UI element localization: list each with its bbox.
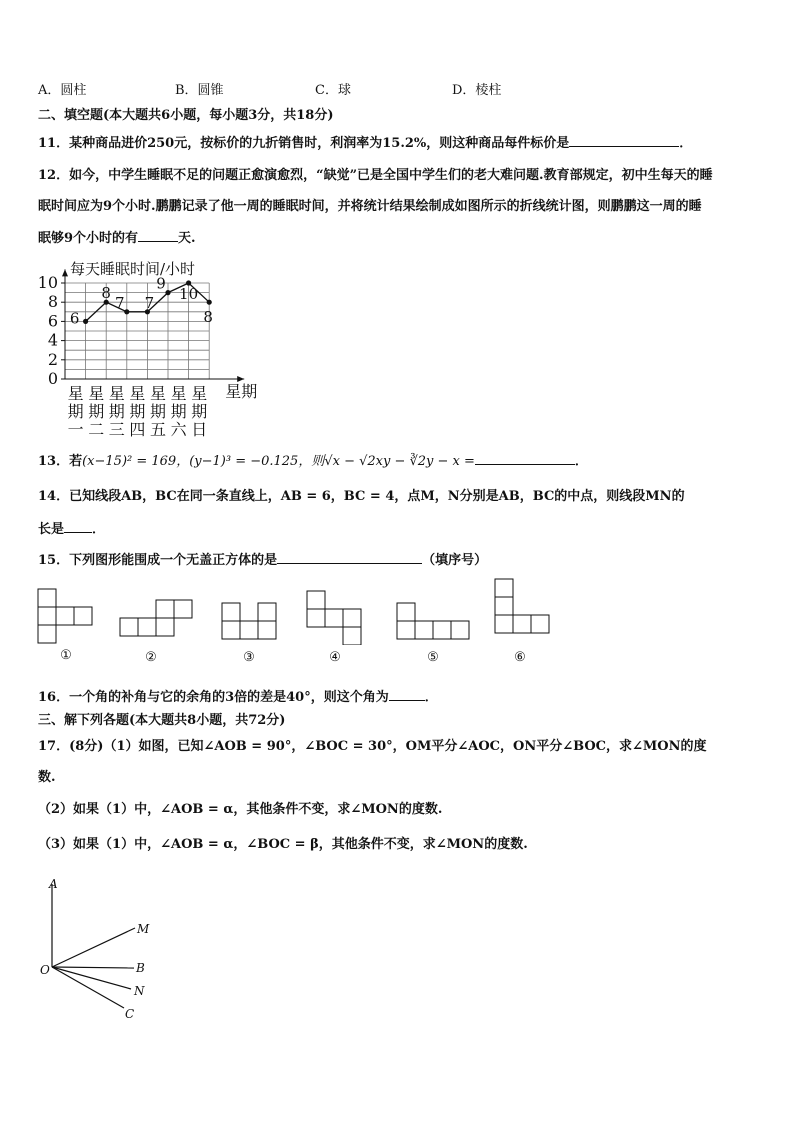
net-label-1: ① bbox=[60, 648, 72, 663]
net-label-4: ④ bbox=[329, 650, 341, 665]
section3-title: 三、解下列各题(本大题共8小题，共72分) bbox=[38, 713, 286, 728]
y-tick-label: 6 bbox=[47, 311, 58, 331]
q16 bbox=[38, 688, 438, 707]
data-point bbox=[207, 300, 212, 305]
q14-line2 bbox=[38, 520, 105, 539]
label-n: N bbox=[134, 984, 145, 998]
q14-end: ． bbox=[92, 522, 106, 537]
q11-blank bbox=[569, 134, 679, 147]
q11-end: ． bbox=[679, 136, 693, 151]
x-tick-label: 期 bbox=[191, 402, 208, 421]
label-b: B bbox=[136, 961, 145, 975]
x-tick-label: 期 bbox=[108, 402, 125, 421]
q13-blank bbox=[475, 452, 575, 465]
data-label: 8 bbox=[203, 308, 213, 327]
q14-text1: 已知线段AB，BC在同一条直线上，AB = 6，BC = 4，点M，N分别是AB，BC的中点，则线段MN的 bbox=[69, 489, 685, 504]
q11 bbox=[38, 134, 692, 153]
x-tick-label: 星 bbox=[170, 384, 187, 403]
cube-net-4 bbox=[307, 591, 361, 645]
x-tick-label: 期 bbox=[129, 402, 146, 421]
x-tick-label: 五 bbox=[149, 420, 167, 439]
section2-title: 二、填空题(本大题共6小题，每小题3分，共18分) bbox=[38, 108, 334, 123]
q12-number: 12． bbox=[38, 168, 70, 183]
q12-line3 bbox=[38, 229, 196, 248]
y-tick-label: 0 bbox=[47, 369, 58, 388]
q11-text: 某种商品进价250元，按标价的九折销售时，利润率为15.2%，则这种商品每件标价是 bbox=[69, 136, 570, 151]
x-tick-label: 星 bbox=[149, 384, 167, 403]
data-label: 7 bbox=[115, 293, 125, 312]
q14-text2: 长是 bbox=[38, 522, 65, 537]
x-tick-label: 星 bbox=[88, 384, 105, 403]
option-c: C．球 bbox=[315, 83, 351, 98]
q17-line1 bbox=[38, 738, 707, 756]
x-tick-label: 日 bbox=[191, 420, 208, 439]
net-label-5: ⑤ bbox=[427, 650, 439, 665]
y-axis-arrow bbox=[62, 269, 68, 276]
cube-net-2 bbox=[120, 600, 192, 636]
data-point bbox=[165, 290, 170, 295]
data-label: 6 bbox=[69, 309, 80, 328]
y-tick-label: 4 bbox=[47, 330, 58, 350]
cube-net-5 bbox=[397, 603, 469, 639]
q12-line1 bbox=[38, 167, 713, 185]
q15-end: （填序号） bbox=[422, 553, 488, 568]
x-tick-label: 六 bbox=[170, 420, 187, 439]
q15-text: 下列图形能围成一个无盖正方体的是 bbox=[69, 553, 278, 568]
q12-text1: 如今，中学生睡眠不足的问题正愈演愈烈，“缺觉”已是全国中学生们的老大难问题.教育部规定，初中生每天的睡 bbox=[69, 168, 713, 183]
net-label-2: ② bbox=[145, 650, 157, 665]
q13-end: ． bbox=[574, 454, 588, 469]
q15-number: 15． bbox=[38, 553, 70, 568]
q15-blank bbox=[277, 551, 422, 564]
option-b: B．圆锥 bbox=[175, 83, 224, 98]
q16-number: 16． bbox=[38, 690, 70, 705]
net-label-6: ⑥ bbox=[514, 650, 526, 665]
q17-text1: (8分)（1）如图，已知∠AOB = 90°，∠BOC = 30°，OM平分∠AOC，ON平分∠BOC，求∠MON的度 bbox=[69, 739, 707, 754]
x-tick-label: 四 bbox=[129, 420, 146, 439]
option-a: A．圆柱 bbox=[38, 83, 87, 98]
y-tick-label: 2 bbox=[47, 349, 58, 369]
q17-line3: （3）如果（1）中，∠AOB = α，∠BOC = β，其他条件不变，求∠MON的度数. bbox=[38, 837, 528, 852]
q16-text: 一个角的补角与它的余角的3倍的差是40°，则这个角为 bbox=[69, 690, 389, 705]
x-tick-label: 期 bbox=[170, 402, 187, 421]
label-a: A bbox=[49, 877, 58, 891]
q13-text: 若 bbox=[69, 454, 83, 469]
q15 bbox=[38, 551, 487, 570]
q13-number: 13． bbox=[38, 454, 70, 469]
data-label: 10 bbox=[179, 285, 199, 303]
x-tick-label: 星 bbox=[191, 384, 208, 403]
x-tick-label: 二 bbox=[88, 420, 105, 439]
q16-end: ． bbox=[424, 690, 438, 705]
x-axis-label: 星期 bbox=[225, 382, 258, 401]
q17-number: 17． bbox=[38, 739, 70, 754]
y-tick-label: 10 bbox=[37, 273, 58, 292]
q16-blank bbox=[389, 688, 425, 701]
q14-blank bbox=[64, 520, 92, 533]
label-c: C bbox=[125, 1007, 135, 1021]
data-point bbox=[124, 309, 129, 314]
x-tick-label: 星 bbox=[67, 384, 84, 403]
q11-number: 11． bbox=[38, 136, 70, 151]
label-o: O bbox=[40, 963, 50, 977]
data-label: 9 bbox=[156, 274, 166, 293]
q12-line2: 眠时间应为9个小时.鹏鹏记录了他一周的睡眠时间，并将统计结果绘制成如图所示的折线统计图，则鹏鹏这一周的睡 bbox=[38, 199, 702, 214]
cube-nets-figure bbox=[0, 575, 794, 645]
x-tick-label: 星 bbox=[108, 384, 125, 403]
y-tick-label: 8 bbox=[47, 292, 58, 312]
x-tick-label: 三 bbox=[108, 420, 125, 439]
q14-line1 bbox=[38, 488, 685, 506]
cube-net-3 bbox=[222, 603, 276, 639]
q12-end: 天. bbox=[178, 231, 196, 246]
x-tick-label: 星 bbox=[129, 384, 146, 403]
cube-net-6 bbox=[495, 579, 549, 633]
q13-expression: √x − √2xy − ∛2y − x = bbox=[324, 454, 475, 469]
q17-line2: （2）如果（1）中，∠AOB = α，其他条件不变，求∠MON的度数. bbox=[38, 802, 443, 817]
x-tick-label: 期 bbox=[149, 402, 167, 421]
q12-text3: 眠够9个小时的有 bbox=[38, 231, 139, 246]
q13-equation2: (y−1)³ = −0.125，则 bbox=[189, 454, 325, 469]
angle-figure bbox=[30, 872, 170, 1022]
q17-line1b: 数. bbox=[38, 770, 56, 785]
q13-equation1: (x−15)² = 169， bbox=[82, 454, 190, 469]
q13 bbox=[38, 452, 588, 471]
q14-number: 14． bbox=[38, 489, 70, 504]
data-label: 8 bbox=[101, 284, 111, 303]
cube-net-1 bbox=[38, 589, 92, 643]
data-point bbox=[83, 319, 88, 324]
data-label: 7 bbox=[144, 293, 155, 312]
net-label-3: ③ bbox=[243, 650, 255, 665]
sleep-line-chart bbox=[30, 252, 260, 442]
q12-blank bbox=[138, 229, 178, 242]
x-tick-label: 一 bbox=[67, 420, 84, 439]
chart-title: 每天睡眠时间/小时 bbox=[70, 260, 196, 278]
label-m: M bbox=[137, 922, 150, 936]
x-tick-label: 期 bbox=[67, 402, 84, 421]
x-tick-label: 期 bbox=[88, 402, 105, 421]
option-d: D．棱柱 bbox=[452, 83, 502, 98]
